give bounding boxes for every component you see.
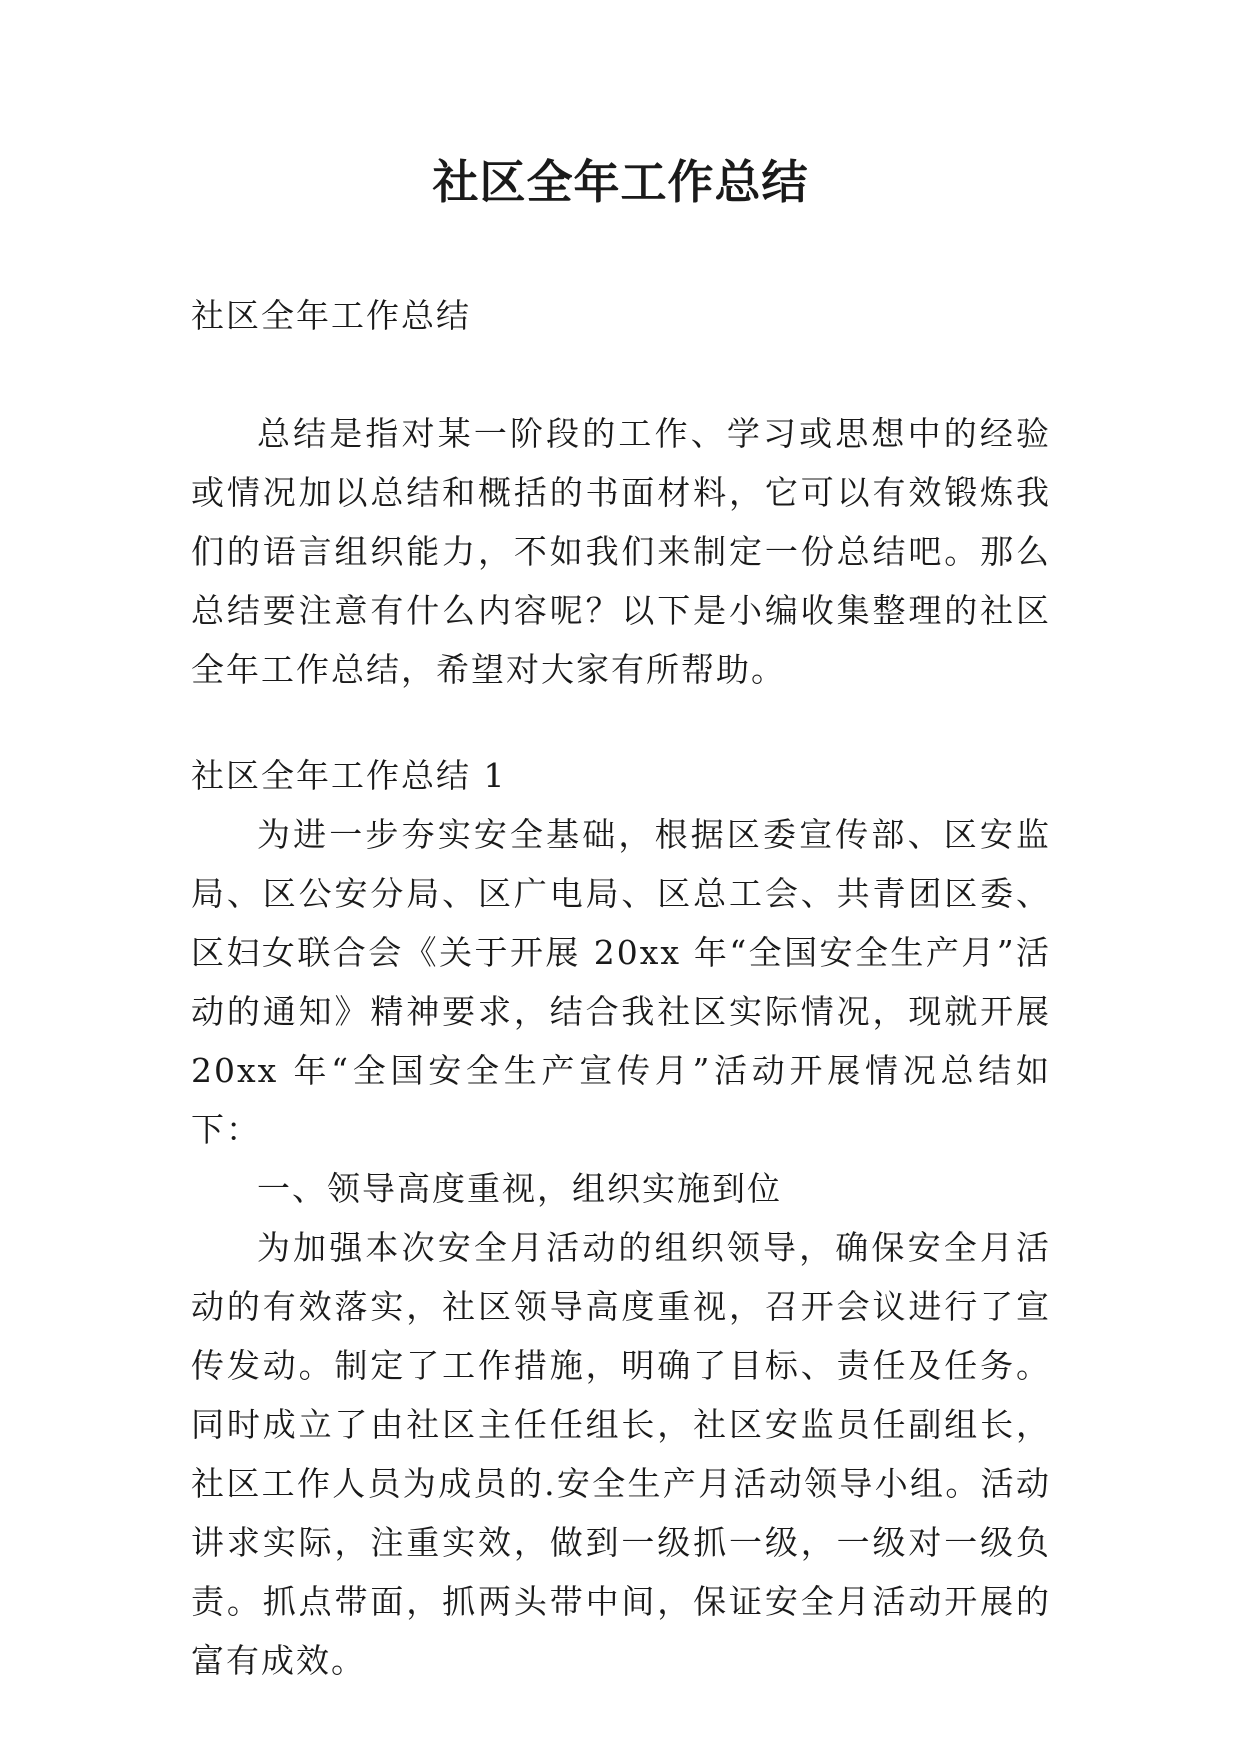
intro-paragraph: 总结是指对某一阶段的工作、学习或思想中的经验或情况加以总结和概括的书面材料，它可以有效锻炼我们的语言组织能力，不如我们来制定一份总结吧。那么总结要注意有什么内容呢？以下是小编收集整理的社区全年工作总结，希望对大家有所帮助。: [191, 414, 1051, 689]
section-1-paragraph-2: 为加强本次安全月活动的组织领导，确保安全月活动的有效落实，社区领导高度重视，召开会议进行了宣传发动。制定了工作措施，明确了目标、责任及任务。同时成立了由社区主任任组长，社区安监员任副组长，社区工作人员为成员的.安全生产月活动领导小组。活动讲求实际，注重实效，做到一级抓一级，一级对一级负责。抓点带面，抓两头带中间，保证安全月活动开展的富有成效。: [191, 1228, 1051, 1680]
section-1: [191, 746, 1051, 1690]
document-title: 社区全年工作总结: [432, 155, 809, 209]
document-subtitle: 社区全年工作总结: [191, 296, 471, 335]
section-1-heading: 社区全年工作总结 1: [191, 756, 507, 795]
section-1-point-1-heading: 一、领导高度重视，组织实施到位: [257, 1169, 782, 1208]
section-1-paragraph-1: 为进一步夯实安全基础，根据区委宣传部、区安监局、区公安分局、区广电局、区总工会、共青团区委、区妇女联合会《关于开展 20xx 年“全国安全生产月”活动的通知》精神要求，结合我社区实际情况，现就开展 20xx 年“全国安全生产宣传月”活动开展情况总结如下：: [191, 815, 1051, 1149]
